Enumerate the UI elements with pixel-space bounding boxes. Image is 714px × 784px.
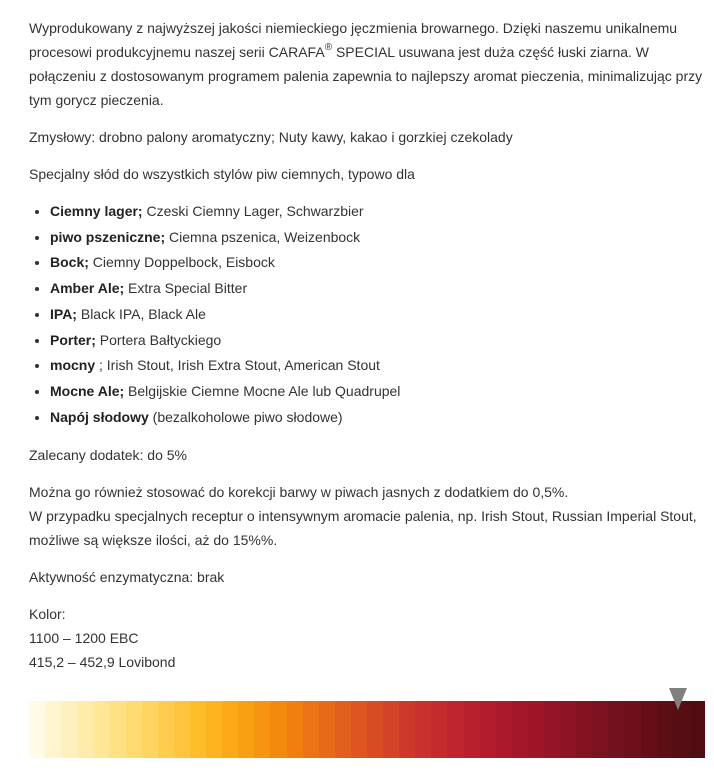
correction-info [29, 480, 709, 552]
color-swatch [29, 701, 45, 758]
correction-line: Można go również stosować do korekcji barwy w piwach jasnych z dodatkiem do 0,5%. [29, 484, 569, 501]
color-scale [29, 688, 705, 758]
color-swatch [608, 701, 624, 758]
style-desc: ; Irish Stout, Irish Extra Stout, American Stout [95, 357, 380, 374]
color-swatch [287, 701, 303, 758]
list-item [50, 328, 709, 354]
color-swatch [528, 701, 544, 758]
color-swatch [544, 701, 560, 758]
color-swatch [560, 701, 576, 758]
style-name: Amber Ale; [50, 280, 125, 297]
style-desc: Czeski Ciemny Lager, Schwarzbier [142, 203, 364, 219]
color-label: Kolor: [29, 606, 66, 623]
style-name: piwo pszeniczne; [50, 228, 166, 245]
intro-text-part2: SPECIAL usuwana jest duża część łuski ziarna. W połączeniu z dostosowanym programem palenia zapewnia to najlepszy aromat pieczenia, minimalizując przy tym gorycz pieczenia. [29, 44, 703, 108]
color-lovibond: 415,2 – 452,9 Lovibond [29, 654, 176, 671]
color-info [29, 602, 709, 674]
list-item [50, 379, 709, 405]
color-swatch [335, 701, 351, 758]
color-swatch [689, 701, 705, 758]
intro-paragraph [29, 16, 709, 112]
beer-styles-list [29, 199, 709, 430]
color-swatch [431, 701, 447, 758]
style-desc: (bezalkoholowe piwo słodowe) [148, 408, 343, 425]
color-swatch [206, 701, 222, 758]
color-swatch [190, 701, 206, 758]
color-swatch [512, 701, 528, 758]
style-desc: Ciemna pszenica, Weizenbock [165, 228, 361, 245]
style-name: IPA; [50, 305, 77, 322]
color-marker-triangle-icon [669, 688, 687, 710]
style-desc: Portera Bałtyckiego [95, 331, 222, 348]
style-desc: Ciemny Doppelbock, Eisbock [88, 254, 275, 271]
color-swatch [319, 701, 335, 758]
color-swatch [126, 701, 142, 758]
color-swatch [77, 701, 93, 758]
registered-mark: ® [324, 42, 333, 53]
color-swatch [303, 701, 319, 758]
list-item [50, 353, 709, 379]
color-swatch [93, 701, 109, 758]
style-desc: Belgijskie Ciemne Mocne Ale lub Quadrupel [124, 382, 401, 399]
color-swatch [641, 701, 657, 758]
style-desc: Black IPA, Black Ale [76, 305, 206, 322]
color-swatch [45, 701, 61, 758]
color-swatch [399, 701, 415, 758]
color-swatch [464, 701, 480, 758]
style-name: Ciemny lager; [50, 203, 143, 219]
color-swatch [576, 701, 592, 758]
style-desc: Extra Special Bitter [124, 280, 248, 297]
list-item [50, 405, 709, 431]
list-item [50, 225, 709, 251]
style-name: Napój słodowy [50, 408, 149, 425]
style-name: Bock; [50, 254, 89, 271]
color-swatch [238, 701, 254, 758]
intro-text-part1: Wyprodukowany z najwyższej jakości niemieckiego jęczmienia browarnego. Dzięki naszemu unikalnemu procesowi produkcyjnemu naszej serii CARAFA [29, 20, 678, 60]
color-swatch [447, 701, 463, 758]
color-swatch [592, 701, 608, 758]
product-description [29, 16, 709, 674]
list-item [50, 199, 709, 225]
color-swatch [142, 701, 158, 758]
color-swatch [61, 701, 77, 758]
correction-line: W przypadku specjalnych receptur o intensywnym aromacie palenia, np. Irish Stout, Russian Imperial Stout, możliwe są większe ilości, aż do 15%%. [29, 508, 697, 549]
sensory-profile: Zmysłowy: drobno palony aromatyczny; Nuty kawy, kakao i gorzkiej czekolady [29, 129, 513, 145]
list-item [50, 250, 709, 276]
color-swatch [254, 701, 270, 758]
style-name: Mocne Ale; [50, 382, 125, 399]
color-scale-bar [29, 701, 705, 758]
color-ebc: 1100 – 1200 EBC [29, 630, 139, 647]
color-swatch [624, 701, 640, 758]
styles-intro: Specjalny słód do wszystkich stylów piw ciemnych, typowo dla [29, 166, 415, 182]
color-swatch [158, 701, 174, 758]
color-swatch [383, 701, 399, 758]
color-swatch [222, 701, 238, 758]
color-swatch [174, 701, 190, 758]
color-swatch [480, 701, 496, 758]
list-item [50, 302, 709, 328]
color-swatch [109, 701, 125, 758]
color-swatch [351, 701, 367, 758]
color-swatch [270, 701, 286, 758]
style-name: Porter; [50, 331, 96, 348]
dosage-info: Zalecany dodatek: do 5% [29, 447, 187, 464]
style-name: mocny [50, 357, 96, 374]
color-swatch [496, 701, 512, 758]
color-swatch [367, 701, 383, 758]
color-swatch [415, 701, 431, 758]
list-item [50, 276, 709, 302]
enzyme-activity: Aktywność enzymatyczna: brak [29, 569, 225, 586]
